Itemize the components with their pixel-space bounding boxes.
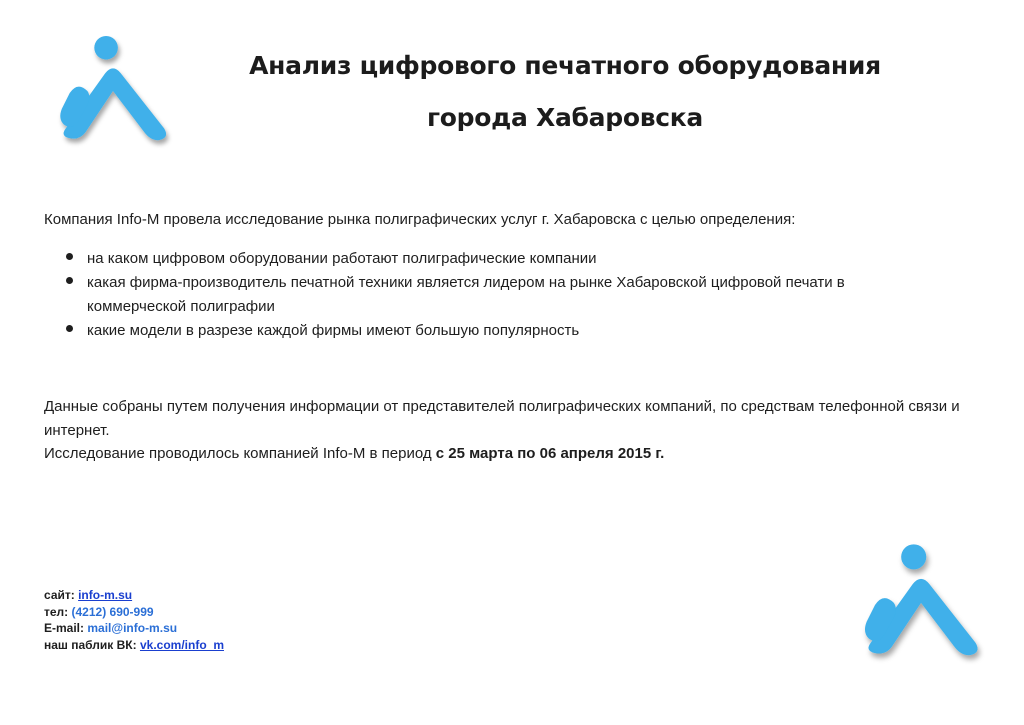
vk-link[interactable]: vk.com/info_m [139, 637, 224, 652]
page-title-line-2: города Хабаровска [427, 103, 703, 132]
list-item: какие модели в разрезе каждой фирмы имеют большую популярность [66, 319, 946, 343]
intro-text: Компания Info-M провела исследование рынка полиграфических услуг г. Хабаровска с целью определения: [44, 211, 796, 228]
list-item: на каком цифровом оборудовании работают полиграфические компании [66, 247, 946, 271]
bullet-icon [66, 277, 73, 284]
contacts-block [44, 587, 224, 653]
email-value: mail@info-m.su [87, 621, 178, 635]
vk-row: наш паблик ВК: vk.com/info_m [44, 637, 224, 652]
bullet-list [66, 247, 946, 343]
research-period-paragraph: Исследование проводилось компанией Info-M в период с 25 марта по 06 апреля 2015 г. [44, 445, 665, 462]
phone-row: тел: (4212) 690-999 [44, 604, 154, 619]
list-item: какая фирма-производитель печатной техники является лидером на рынке Хабаровской цифровой печати в коммерческой полиграфии [66, 271, 946, 319]
phone-value: (4212) 690-999 [71, 604, 154, 619]
research-period: с 25 марта по 06 апреля 2015 г. [435, 445, 665, 462]
info-m-logo-bottom [852, 542, 988, 668]
email-row: E-mail: mail@info-m.su [44, 621, 178, 635]
page-title-line-1: Анализ цифрового печатного оборудования [249, 51, 881, 80]
bullet-icon [66, 253, 73, 260]
site-row: сайт: info-m.su [44, 588, 133, 602]
data-collection-paragraph: Данные собраны путем получения информации от представителей полиграфических компаний, по средствам телефонной связи и интернет. [44, 398, 960, 439]
bullet-icon [66, 325, 73, 332]
site-link[interactable]: info-m.su [78, 588, 133, 602]
